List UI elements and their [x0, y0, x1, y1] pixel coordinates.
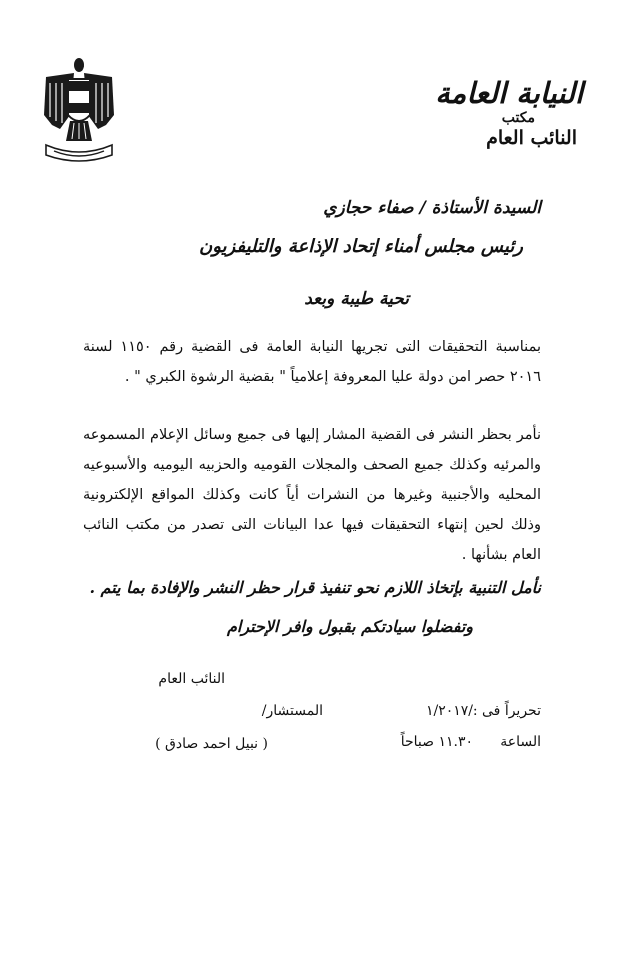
closing-regards: وتفضلوا سيادتكم بقبول وافر الإحترام	[227, 617, 473, 636]
body-paragraph-1: بمناسبة التحقيقات التى تجريها النيابة العامة فى القضية رقم ١١٥٠ لسنة ٢٠١٦ حصر امن دولة عليا المعروفة إعلامياً " بقضية الرشوة الكبري " .	[83, 339, 541, 385]
time-label: الساعة	[500, 734, 541, 750]
body-paragraph-2: نأمر بحظر النشر فى القضية المشار إليها فى جميع وسائل الإعلام المسموعه والمرئيه وكذلك جميع الصحف والمجلات القوميه والحزبيه اليوميه والأسبوعيه المحليه والأجنبية وغيرها من النشرات أياً كانت وكذلك المواقع الإلكترونية وذلك لحين إنتهاء التحقيقات فيها عدا البيانات التى تصدر من مكتب النائب العام بشأنها .	[83, 427, 541, 563]
signature-name: ( نبيل احمد صادق )	[155, 736, 268, 752]
official-title: النائب العام	[486, 127, 577, 149]
office-label: مكتب	[501, 110, 535, 126]
recipient-name: السيدة الأستاذة / صفاء حجازي	[323, 198, 541, 218]
letterhead	[413, 76, 583, 150]
closing-request: نأمل التنبية بإتخاذ اللازم نحو تنفيذ قرار حظر النشر والإفادة بما يتم .	[89, 578, 541, 597]
date-value: /١/٢٠١٧	[425, 703, 473, 719]
organization-name: النيابة العامة	[435, 76, 583, 110]
signature-role: المستشار/	[261, 703, 323, 719]
eagle-emblem-icon	[40, 55, 118, 167]
recipient-title: رئيس مجلس أمناء إتحاد الإذاعة والتليفزيون	[199, 236, 523, 257]
signature-title: النائب العام	[158, 671, 225, 687]
greeting: تحية طيبة وبعد	[304, 289, 409, 309]
date-label: تحريراً فى :	[472, 703, 541, 719]
time-value: ١١.٣٠ صباحاً	[400, 734, 473, 750]
